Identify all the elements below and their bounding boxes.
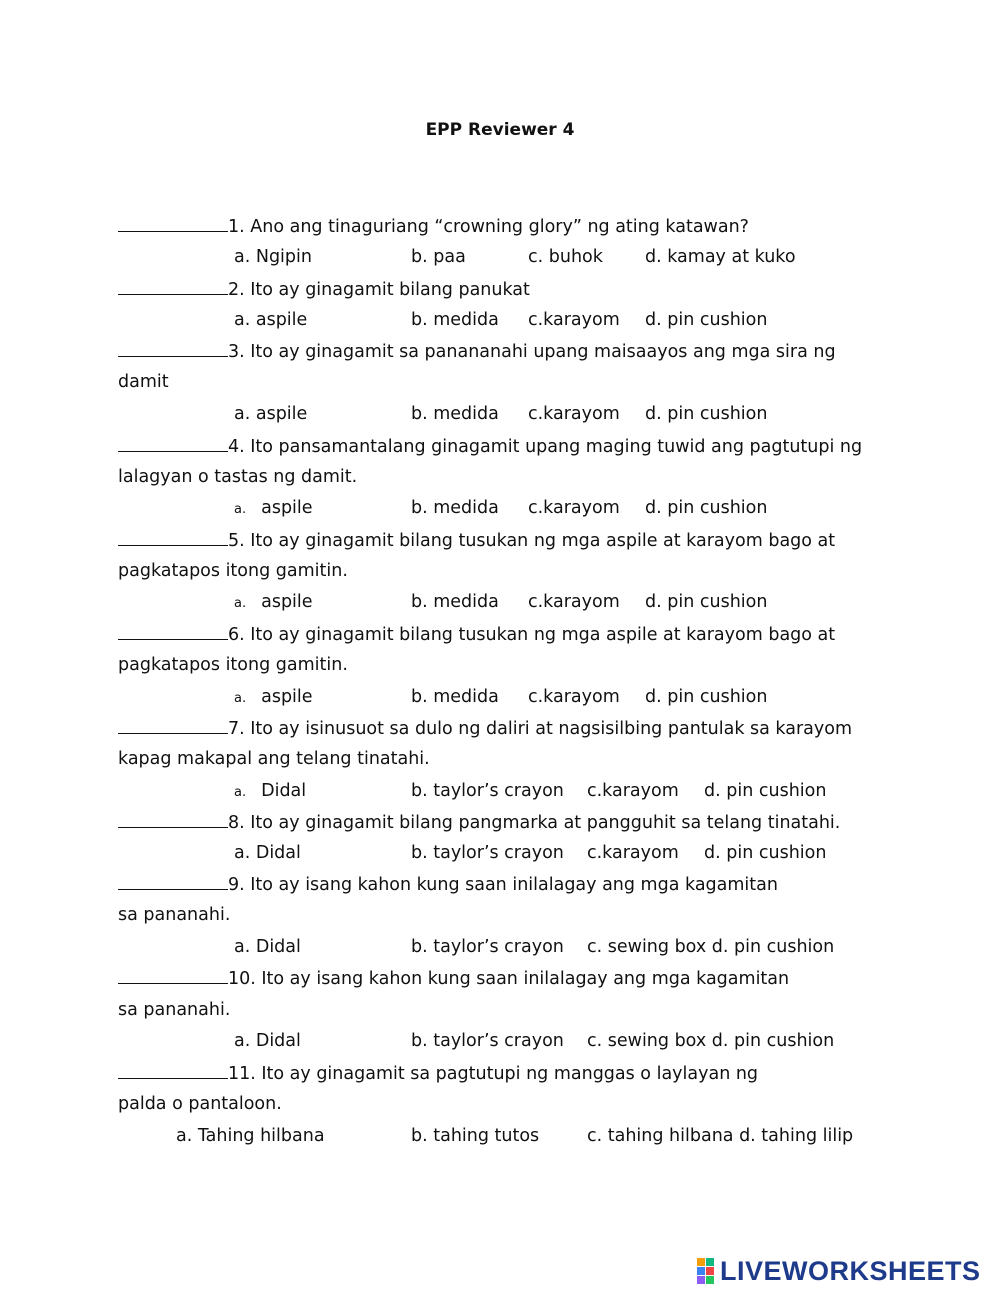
q9-option-cd[interactable]: c. sewing box d. pin cushion — [587, 937, 835, 957]
q7-option-d[interactable]: d. pin cushion — [704, 781, 827, 801]
q3-option-d[interactable]: d. pin cushion — [645, 404, 768, 424]
q9-option-a[interactable]: a. Didal — [234, 937, 301, 957]
q4-option-c[interactable]: c.karayom — [528, 498, 620, 518]
answer-blank-6[interactable] — [118, 623, 228, 640]
answer-blank-1[interactable] — [118, 215, 228, 232]
q1-option-c[interactable]: c. buhok — [528, 247, 603, 267]
question-7: 7. Ito ay isinusuot sa dulo ng daliri at nagsisilbing pantulak sa karayom — [118, 717, 852, 740]
q4-option-a[interactable]: a. aspile — [234, 498, 313, 518]
q5-option-b[interactable]: b. medida — [411, 592, 499, 612]
question-10-cont: sa pananahi. — [118, 1000, 231, 1020]
q2-option-a[interactable]: a. aspile — [234, 310, 308, 330]
question-11: 11. Ito ay ginagamit sa pagtutupi ng manggas o laylayan ng — [118, 1062, 758, 1085]
q4-option-b[interactable]: b. medida — [411, 498, 499, 518]
answer-blank-2[interactable] — [118, 278, 228, 295]
q6-option-b[interactable]: b. medida — [411, 687, 499, 707]
answer-blank-3[interactable] — [118, 340, 228, 357]
page-title: EPP Reviewer 4 — [425, 120, 575, 140]
q4-option-d[interactable]: d. pin cushion — [645, 498, 768, 518]
q10-option-b[interactable]: b. taylor’s crayon — [411, 1031, 564, 1051]
q1-option-d[interactable]: d. kamay at kuko — [645, 247, 796, 267]
answer-blank-4[interactable] — [118, 435, 228, 452]
question-6-cont: pagkatapos itong gamitin. — [118, 655, 348, 675]
answer-blank-8[interactable] — [118, 811, 228, 828]
q2-option-b[interactable]: b. medida — [411, 310, 499, 330]
q3-option-a[interactable]: a. aspile — [234, 404, 308, 424]
answer-blank-10[interactable] — [118, 967, 228, 984]
question-8: 8. Ito ay ginagamit bilang pangmarka at pangguhit sa telang tinatahi. — [118, 811, 840, 834]
q7-option-b[interactable]: b. taylor’s crayon — [411, 781, 564, 801]
question-3: 3. Ito ay ginagamit sa panananahi upang maisaayos ang mga sira ng — [118, 340, 836, 363]
question-7-cont: kapag makapal ang telang tinatahi. — [118, 749, 430, 769]
q8-option-a[interactable]: a. Didal — [234, 843, 301, 863]
q3-option-c[interactable]: c.karayom — [528, 404, 620, 424]
answer-blank-5[interactable] — [118, 529, 228, 546]
q11-option-b[interactable]: b. tahing tutos — [411, 1126, 540, 1146]
q8-option-b[interactable]: b. taylor’s crayon — [411, 843, 564, 863]
question-4-cont: lalagyan o tastas ng damit. — [118, 467, 358, 487]
q11-option-cd[interactable]: c. tahing hilbana d. tahing lilip — [587, 1126, 854, 1146]
question-6: 6. Ito ay ginagamit bilang tusukan ng mga aspile at karayom bago at — [118, 623, 835, 646]
liveworksheets-logo-text: LIVEWORKSHEETS — [720, 1255, 981, 1286]
question-9: 9. Ito ay isang kahon kung saan inilalagay ang mga kagamitan — [118, 873, 778, 896]
liveworksheets-logo-icon — [697, 1258, 714, 1284]
q10-option-a[interactable]: a. Didal — [234, 1031, 301, 1051]
q5-option-c[interactable]: c.karayom — [528, 592, 620, 612]
q3-option-b[interactable]: b. medida — [411, 404, 499, 424]
q6-option-c[interactable]: c.karayom — [528, 687, 620, 707]
q11-option-a[interactable]: a. Tahing hilbana — [176, 1126, 325, 1146]
question-5-cont: pagkatapos itong gamitin. — [118, 561, 348, 581]
question-10: 10. Ito ay isang kahon kung saan inilalagay ang mga kagamitan — [118, 967, 789, 990]
answer-blank-11[interactable] — [118, 1062, 228, 1079]
q8-option-d[interactable]: d. pin cushion — [704, 843, 827, 863]
q1-option-b[interactable]: b. paa — [411, 247, 466, 267]
question-1: 1. Ano ang tinaguriang “crowning glory” ng ating katawan? — [118, 215, 749, 238]
q10-option-cd[interactable]: c. sewing box d. pin cushion — [587, 1031, 835, 1051]
q7-option-c[interactable]: c.karayom — [587, 781, 679, 801]
liveworksheets-logo[interactable] — [697, 1256, 981, 1286]
q1-option-a[interactable]: a. Ngipin — [234, 247, 312, 267]
q5-option-d[interactable]: d. pin cushion — [645, 592, 768, 612]
q2-option-d[interactable]: d. pin cushion — [645, 310, 768, 330]
q9-option-b[interactable]: b. taylor’s crayon — [411, 937, 564, 957]
q2-option-c[interactable]: c.karayom — [528, 310, 620, 330]
q5-option-a[interactable]: a. aspile — [234, 592, 313, 612]
question-3-cont: damit — [118, 372, 169, 392]
answer-blank-7[interactable] — [118, 717, 228, 734]
q6-option-d[interactable]: d. pin cushion — [645, 687, 768, 707]
answer-blank-9[interactable] — [118, 873, 228, 890]
q8-option-c[interactable]: c.karayom — [587, 843, 679, 863]
question-2: 2. Ito ay ginagamit bilang panukat — [118, 278, 530, 301]
question-5: 5. Ito ay ginagamit bilang tusukan ng mga aspile at karayom bago at — [118, 529, 835, 552]
question-11-cont: palda o pantaloon. — [118, 1094, 282, 1114]
q6-option-a[interactable]: a. aspile — [234, 687, 313, 707]
question-9-cont: sa pananahi. — [118, 905, 231, 925]
question-4: 4. Ito pansamantalang ginagamit upang maging tuwid ang pagtutupi ng — [118, 435, 862, 458]
q7-option-a[interactable]: a. Didal — [234, 781, 307, 801]
